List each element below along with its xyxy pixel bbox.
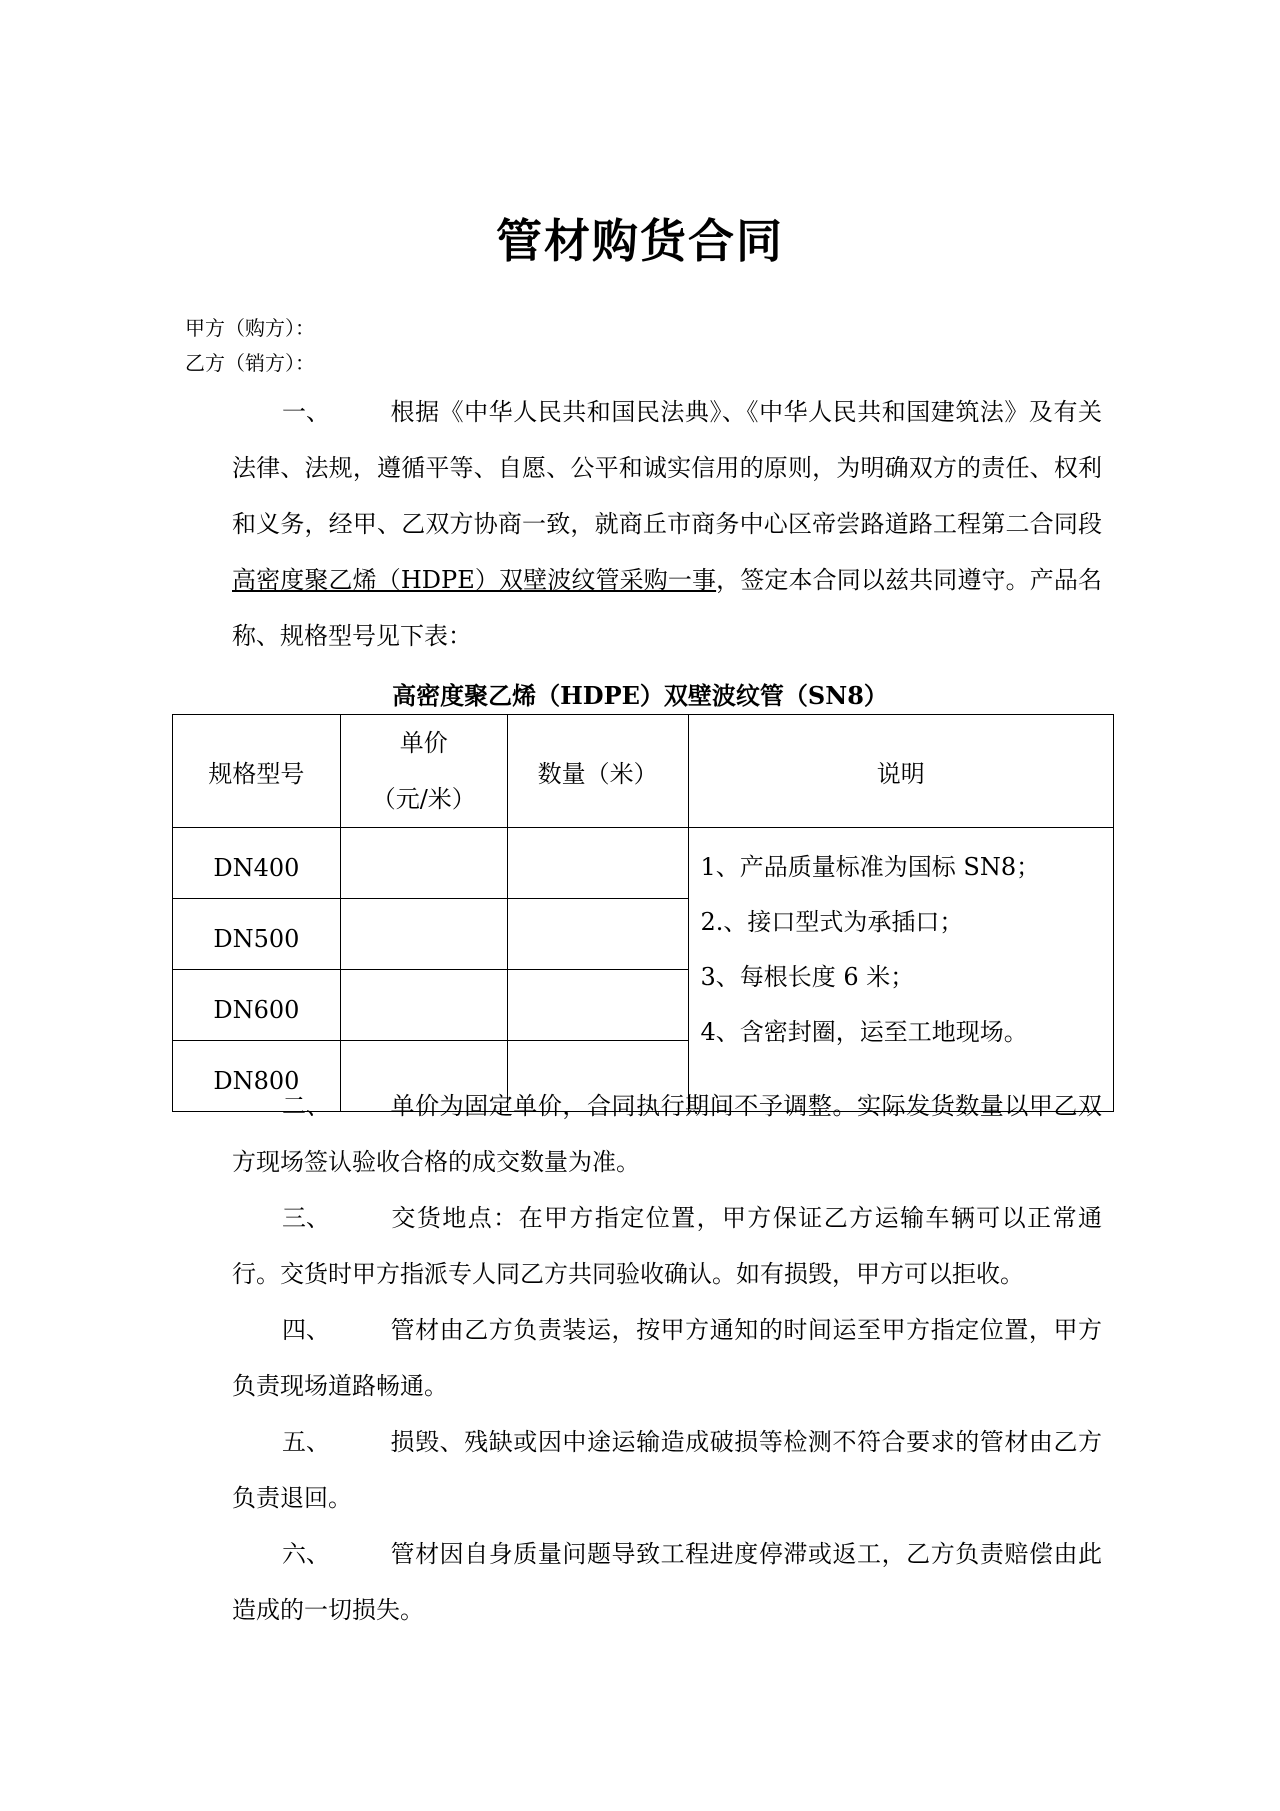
header-price-line1: 单价	[399, 729, 448, 757]
quantity-cell	[507, 970, 688, 1041]
document-title: 管材购货合同	[496, 214, 784, 268]
clause-3-number: 三、	[282, 1204, 330, 1232]
clause-1-number: 一、	[282, 398, 330, 426]
quantity-cell	[507, 899, 688, 970]
clause-1-underlined-text: 高密度聚乙烯（HDPE）双壁波纹管采购一事	[232, 566, 717, 594]
header-quantity: 数量（米）	[507, 715, 688, 828]
clause-2-text: 单价为固定单价，合同执行期间不予调整。实际发货数量以甲乙双方现场签认验收合格的成交数量为准。	[232, 1092, 1102, 1176]
note-item: 2.、接口型式为承插口；	[700, 908, 964, 936]
party-a-label: 甲方（购方）：	[185, 316, 315, 340]
clause-5-number: 五、	[282, 1428, 330, 1456]
header-note: 说明	[688, 715, 1114, 828]
table-header-row	[173, 715, 1114, 828]
clause-6	[232, 1526, 1102, 1638]
header-price-line2: （元/米）	[371, 785, 476, 813]
clause-4-text: 管材由乙方负责装运，按甲方通知的时间运至甲方指定位置，甲方负责现场道路畅通。	[232, 1316, 1102, 1400]
clause-2-number: 二、	[282, 1092, 330, 1120]
model-cell: DN500	[173, 899, 341, 970]
note-item: 1、产品质量标准为国标 SN8；	[700, 853, 1041, 881]
note-item: 4、含密封圈，运至工地现场。	[700, 1018, 1028, 1046]
clause-3-text: 交货地点：在甲方指定位置，甲方保证乙方运输车辆可以正常通行。交货时甲方指派专人同乙方共同验收确认。如有损毁，甲方可以拒收。	[232, 1204, 1102, 1288]
header-price	[340, 715, 507, 828]
clause-2	[232, 1078, 1102, 1190]
clause-5	[232, 1414, 1102, 1526]
model-cell: DN400	[173, 828, 341, 899]
price-cell	[340, 828, 507, 899]
party-b-label: 乙方（销方）：	[185, 351, 315, 375]
clause-5-text: 损毁、残缺或因中途运输造成破损等检测不符合要求的管材由乙方负责退回。	[232, 1428, 1102, 1512]
clause-1	[232, 384, 1102, 664]
notes-cell	[688, 828, 1114, 1112]
price-cell	[340, 970, 507, 1041]
note-item: 3、每根长度 6 米；	[700, 963, 915, 991]
clause-3	[232, 1190, 1102, 1302]
spec-table	[172, 714, 1114, 1112]
price-cell	[340, 899, 507, 970]
clause-6-text: 管材因自身质量问题导致工程进度停滞或返工，乙方负责赔偿由此造成的一切损失。	[232, 1540, 1102, 1624]
table-title: 高密度聚乙烯（HDPE）双壁波纹管（SN8）	[392, 681, 888, 710]
clause-6-number: 六、	[282, 1540, 330, 1568]
clause-4	[232, 1302, 1102, 1414]
header-model: 规格型号	[173, 715, 341, 828]
clause-1-text: 根据《中华人民共和国民法典》、《中华人民共和国建筑法》及有关法律、法规，遵循平等、自愿、公平和诚实信用的原则，为明确双方的责任、权利和义务，经甲、乙双方协商一致，就商丘市商务中心区帝尝路道路工程第二合同段	[232, 398, 1102, 538]
clause-1-text-end: ，签定本合同以兹共同遵守。产品名称、规格型号见下表：	[232, 566, 1102, 650]
clause-4-number: 四、	[282, 1316, 330, 1344]
quantity-cell	[507, 828, 688, 899]
model-cell: DN800	[173, 1041, 341, 1112]
table-row	[173, 828, 1114, 899]
model-cell: DN600	[173, 970, 341, 1041]
